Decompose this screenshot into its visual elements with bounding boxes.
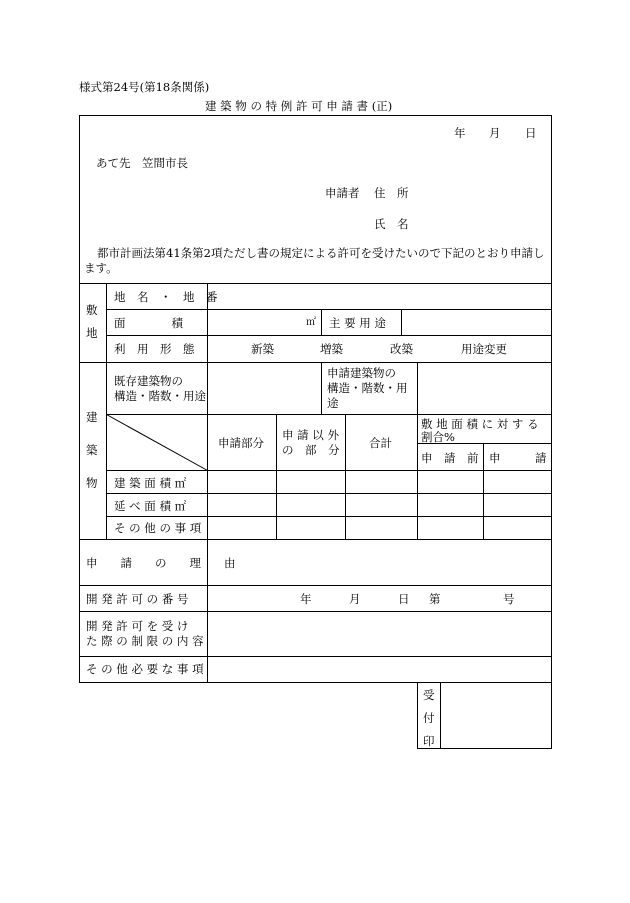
option-new-construction: 新築 [251, 342, 274, 356]
area-unit: ㎡ [306, 317, 316, 328]
col-ratio-1: 敷 地 面 積 に 対 す る [421, 417, 539, 431]
date-day: 日 [525, 126, 537, 140]
col-other-part-1: 申 請 以 外 [282, 428, 339, 442]
row-floor-area: 延 べ 面 積 ㎡ [114, 499, 187, 513]
applied-building-label-2: 構造・階数・用 [327, 381, 408, 395]
row-building-area: 建 築 面 積 ㎡ [114, 476, 187, 490]
applicant-name-label: 氏 名 [374, 217, 409, 231]
main-use-label: 主 要 用 途 [329, 316, 386, 330]
usage-form-label: 利 用 形 態 [114, 342, 195, 356]
col-total: 合計 [369, 436, 392, 450]
addressee: あて先 笠間市長 [96, 156, 188, 170]
dev-permit-year: 年 [300, 592, 312, 606]
building-group-label-1: 建 [86, 410, 98, 424]
receipt-char-2: 付 [423, 711, 435, 725]
building-group-label-3: 物 [86, 476, 98, 490]
dev-permit-month: 月 [349, 592, 361, 606]
other-matters-label: そ の 他 必 要 な 事 項 [86, 662, 204, 676]
application-statement: 都市計画法第41条第2項ただし書の規定による許可を受けたいので下記のとおり申請します。 [84, 246, 545, 275]
dev-limit-label-1: 開 発 許 可 を 受 け [86, 619, 189, 633]
existing-building-label-2: 構造・階数・用途 [114, 389, 206, 403]
row-other-items: そ の 他 の 事 項 [114, 521, 202, 535]
site-group-label-1: 敷 [86, 303, 98, 317]
dev-permit-number-label: 開 発 許 可 の 番 号 [86, 592, 189, 606]
site-group-label-2: 地 [86, 326, 98, 340]
applied-building-label-1: 申請建築物の [327, 366, 396, 380]
applied-building-label-3: 途 [327, 396, 339, 410]
date-year: 年 [454, 126, 466, 140]
area-label: 面 積 [114, 316, 183, 330]
page-title: 建 築 物 の 特 例 許 可 申 請 書 (正) [205, 99, 393, 113]
option-reconstruction: 改築 [390, 342, 413, 356]
option-use-change: 用途変更 [461, 342, 507, 356]
col-other-part-2: の 部 分 [282, 443, 340, 457]
dev-permit-no: 第 [429, 592, 441, 606]
receipt-char-3: 印 [423, 734, 435, 748]
applicant-label: 申請者 [325, 186, 360, 200]
building-group-label-2: 築 [86, 443, 98, 457]
date-month: 月 [489, 126, 501, 140]
existing-building-label-1: 既存建築物の [114, 374, 183, 388]
col-before: 申 請 前 [421, 451, 479, 465]
dev-permit-go: 号 [503, 592, 515, 606]
receipt-char-1: 受 [423, 688, 435, 702]
col-ratio-2: 割合% [421, 430, 455, 444]
lot-label: 地 名 ・ 地 番 [114, 290, 218, 304]
col-after: 申 請 [489, 451, 547, 465]
dev-limit-label-2: た 際 の 制 限 の 内 容 [86, 634, 204, 648]
applicant-address-label: 住 所 [374, 186, 409, 200]
col-applied-part: 申請部分 [218, 436, 264, 450]
reason-label: 申 請 の 理 由 [86, 556, 236, 570]
option-extension: 増築 [320, 342, 343, 356]
form-number: 様式第24号(第18条関係) [79, 80, 210, 94]
dev-permit-day: 日 [398, 592, 410, 606]
